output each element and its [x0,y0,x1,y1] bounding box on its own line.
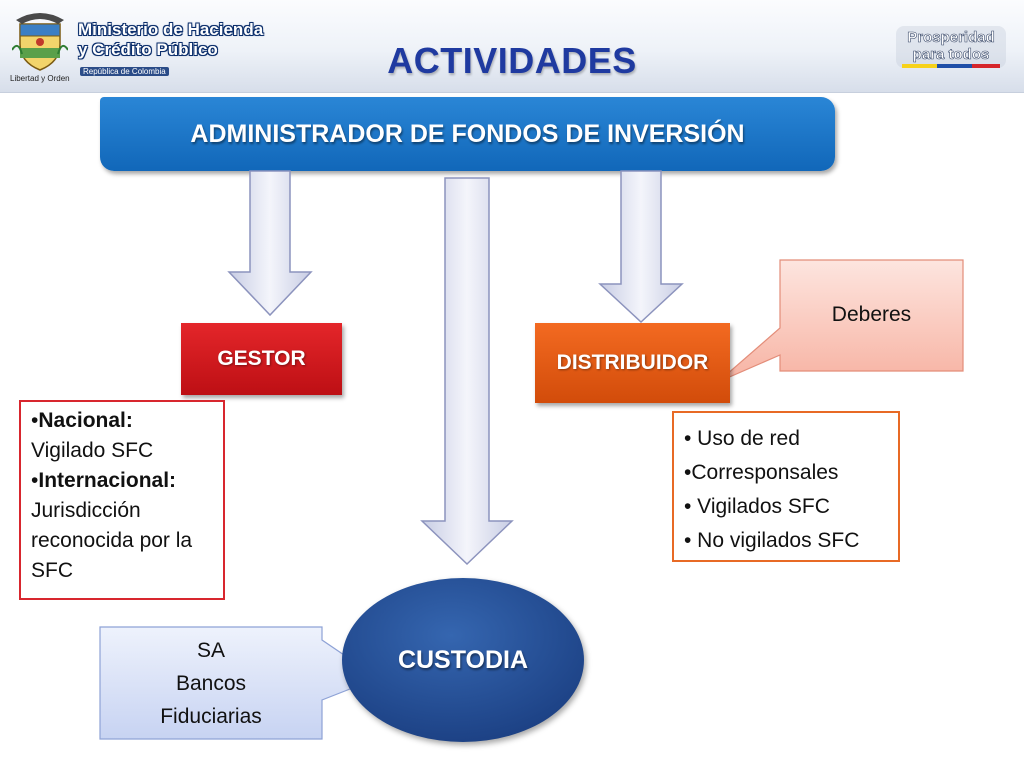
arrow-to-custodia [422,178,512,564]
gestor-nacional-title: Nacional: [38,409,133,432]
distribuidor-label: DISTRIBUIDOR [556,351,709,374]
republic-label: República de Colombia [80,67,169,76]
gestor-box [181,323,342,395]
custodia-callout-line: SA [196,638,225,662]
ministry-line1: Ministerio de Hacienda [78,20,264,39]
logo-line1: Prosperidad [907,29,995,46]
distribuidor-item: • No vigilados SFC [684,529,860,552]
gestor-label: GESTOR [217,347,306,370]
gestor-item-nacional: •Nacional: [31,409,133,432]
distribuidor-item: • Uso de red [684,427,800,450]
custodia-label: CUSTODIA [397,645,529,674]
gestor-nacional-text: Vigilado SFC [31,439,154,462]
gestor-item-internacional: •Internacional: [31,469,177,492]
distribuidor-item: •Corresponsales [684,461,839,484]
slide-title: ACTIVIDADES [387,40,637,81]
logo-line2: para todos [912,46,990,63]
deberes-label: Deberes [831,303,912,326]
distribuidor-box [535,323,730,403]
gestor-details [19,400,225,600]
distribuidor-item: • Vigilados SFC [684,495,830,518]
distribuidor-details [672,411,900,562]
custodia-callout-line: Fiduciarias [160,704,262,728]
custodia-callout-text [100,627,322,739]
gestor-internacional-line3: SFC [31,559,73,582]
gestor-internacional-line1: Jurisdicción [31,499,141,522]
ministry-line2: y Crédito Público [78,40,218,59]
arrow-to-gestor [229,171,311,315]
arrow-to-distribuidor [600,171,682,322]
custodia-callout-line: Bancos [175,671,247,695]
gestor-internacional-line2: reconocida por la [31,529,193,552]
motto-text: Libertad y Orden [10,74,70,83]
gestor-internacional-title: Internacional: [38,469,177,492]
administrador-label: ADMINISTRADOR DE FONDOS DE INVERSIÓN [190,120,745,148]
